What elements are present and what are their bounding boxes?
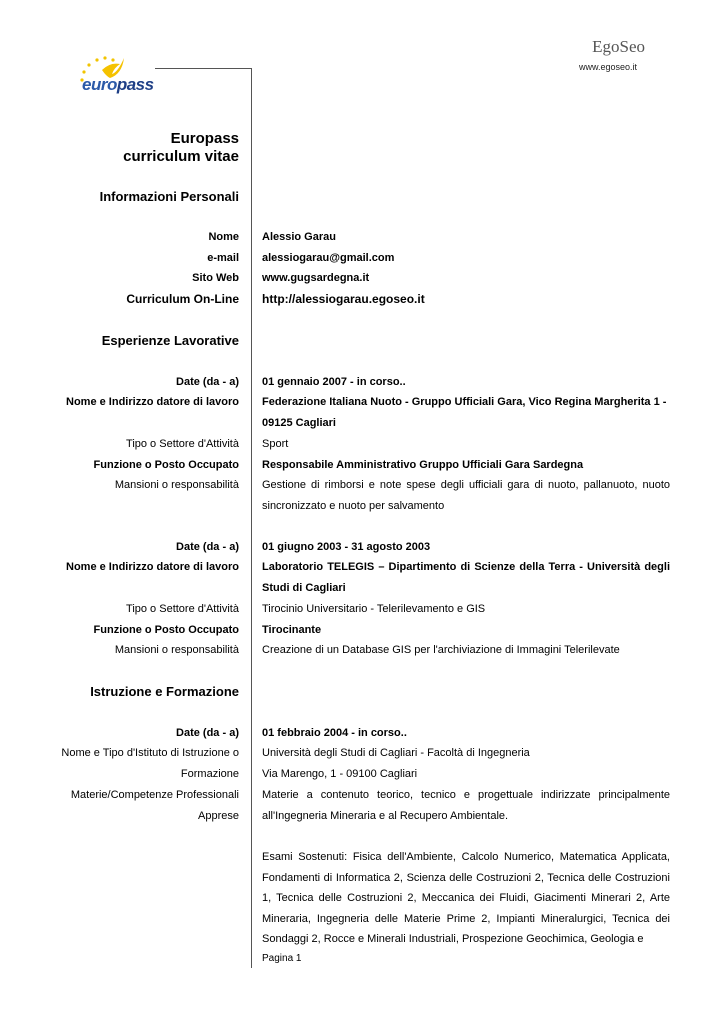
section-work: Esperienze Lavorative	[101, 333, 239, 348]
cv-value[interactable]: http://alessiogarau.egoseo.it	[262, 292, 425, 306]
site-label: Sito Web	[192, 272, 239, 284]
section-education: Istruzione e Formazione	[90, 684, 239, 699]
work2-sector-label: Tipo o Settore d'Attività	[126, 603, 239, 615]
edu1-skills-value: Materie a contenuto teorico, tecnico e progettuale indirizzate principalmente all'Ingegneria Mineraria e al Recupero Ambientale.	[262, 789, 670, 822]
edu1-institute-label: Nome e Tipo d'Istituto di Istruzione o Formazione	[61, 747, 239, 780]
edu1-skills-label: Materie/Competenze Professionali Apprese	[70, 789, 239, 822]
work1-employer-label: Nome e Indirizzo datore di lavoro	[66, 396, 239, 408]
page-number: Pagina 1	[262, 953, 302, 964]
work1-role-label: Funzione o Posto Occupato	[93, 459, 239, 471]
edu1-date-label: Date (da - a)	[176, 727, 239, 739]
egoseo-brand: EgoSeo	[592, 37, 645, 56]
email-label: e-mail	[207, 252, 239, 264]
section-personal: Informazioni Personali	[99, 189, 239, 204]
column-divider	[251, 68, 252, 968]
work2-duties-value: Creazione di un Database GIS per l'archiviazione di Immagini Telerilevate	[262, 644, 620, 656]
work1-date-value: 01 gennaio 2007 - in corso..	[262, 376, 406, 388]
page-title: Europass curriculum vitae	[123, 130, 239, 165]
work2-sector-value: Tirocinio Universitario - Telerilevamento e GIS	[262, 603, 486, 615]
europass-wordmark: europass	[82, 75, 154, 94]
work1-employer-value: Federazione Italiana Nuoto - Gruppo Ufficiali Gara, Vico Regina Margherita 1 - 09125 Cagliari	[262, 396, 667, 429]
edu1-exams-value: Esami Sostenuti: Fisica dell'Ambiente, Calcolo Numerico, Matematica Applicata, Fondamenti di Informatica 2, Scienza delle Costruzioni 2, Tecnica delle Costruzioni 1, Tecnica delle Costruzioni 2, Meccanica dei Fluidi, Giacimenti Minerari 2, Arte Mineraria, Ingegneria delle Materie Prime 2, Impianti Mineralurgici, Tecnica dei Sondaggi 2, Rocce e Minerali Industriali, Prospezione Geochimica, Geologia e	[262, 851, 670, 946]
site-value[interactable]: www.gugsardegna.it	[262, 272, 370, 284]
work1-duties-label: Mansioni o responsabilità	[114, 479, 239, 491]
work2-role-value: Tirocinante	[262, 624, 322, 636]
name-label: Nome	[208, 231, 239, 243]
work2-date-value: 01 giugno 2003 - 31 agosto 2003	[262, 541, 431, 553]
work2-duties-label: Mansioni o responsabilità	[114, 644, 239, 656]
egoseo-url[interactable]: www.egoseo.it	[578, 62, 637, 72]
edu1-institute-value: Università degli Studi di Cagliari - Facoltà di Ingegneria Via Marengo, 1 - 09100 Cagliari	[262, 747, 530, 780]
work2-employer-value: Laboratorio TELEGIS – Dipartimento di Scienze della Terra - Università degli Studi di Cagliari	[262, 561, 670, 594]
work1-role-value: Responsabile Amministrativo Gruppo Ufficiali Gara Sardegna	[262, 459, 584, 471]
work2-employer-label: Nome e Indirizzo datore di lavoro	[66, 561, 239, 573]
work1-duties-value: Gestione di rimborsi e note spese degli ufficiali gara di nuoto, pallanuoto, nuoto sincronizzato e nuoto per salvamento	[262, 479, 670, 512]
cv-label: Curriculum On-Line	[126, 292, 239, 306]
work2-role-label: Funzione o Posto Occupato	[93, 624, 239, 636]
header-divider	[155, 68, 251, 69]
name-value: Alessio Garau	[262, 231, 336, 243]
work1-date-label: Date (da - a)	[176, 376, 239, 388]
work2-date-label: Date (da - a)	[176, 541, 239, 553]
edu1-date-value: 01 febbraio 2004 - in corso..	[262, 727, 407, 739]
work1-sector-label: Tipo o Settore d'Attività	[126, 438, 239, 450]
work1-sector-value: Sport	[262, 438, 289, 450]
email-value[interactable]: alessiogarau@gmail.com	[262, 252, 395, 264]
